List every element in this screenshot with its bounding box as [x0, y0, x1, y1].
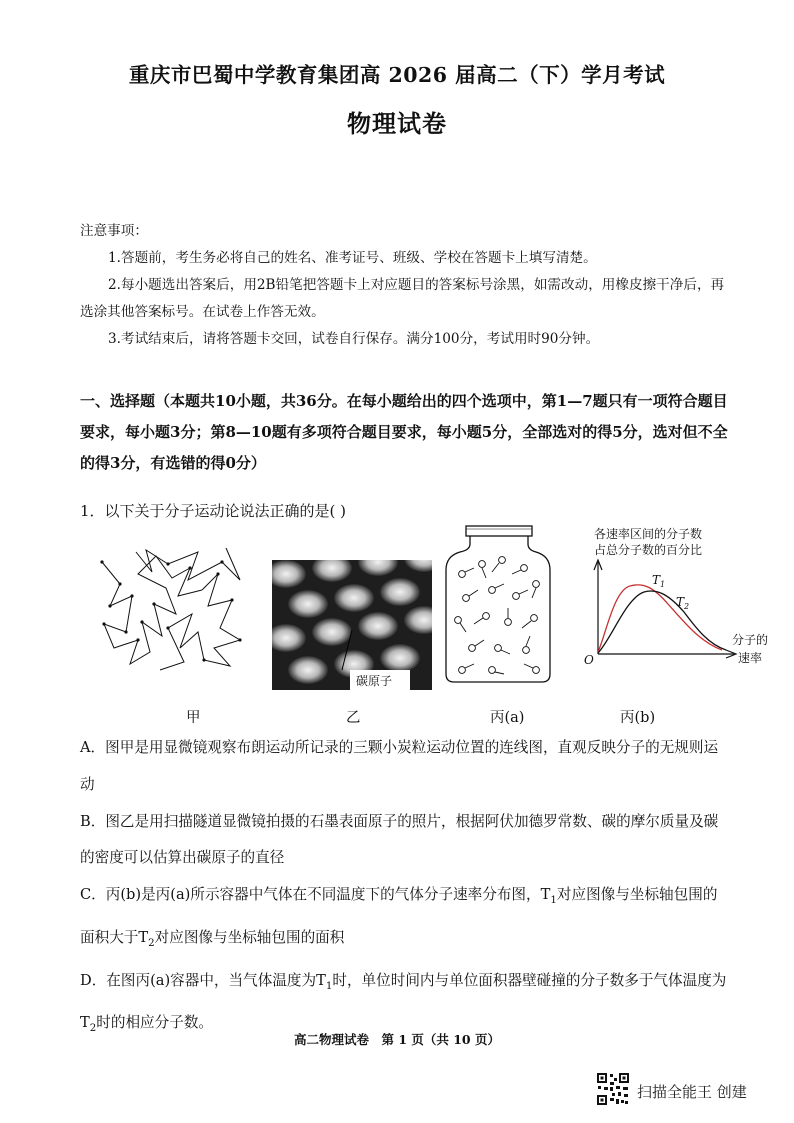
t2-subscript: 2 — [684, 602, 690, 611]
option-c-sub-1: 1 — [550, 895, 557, 907]
scanner-watermark: 扫描全能王 创建 — [637, 1083, 747, 1101]
option-d-text-2: 时，单位时间内与单位面积器壁碰撞的分子数多于气体温度为T — [80, 971, 727, 1032]
option-d-text-1: D．在图丙(a)容器中，当气体温度为T — [80, 971, 326, 989]
brownian-motion-figure — [80, 544, 252, 676]
curve-t1 — [598, 585, 722, 652]
option-d-sub-1: 1 — [325, 980, 333, 992]
graphite-stm-photo — [272, 560, 432, 690]
graph-ylabel-line1: 各速率区间的分子数 — [594, 527, 703, 541]
t2-label: T — [676, 595, 685, 609]
page-footer: 高二物理试卷 第 1 页（共 10 页） — [293, 1032, 500, 1047]
option-c-text-3: 对应图像与坐标轴包围的面积 — [154, 928, 345, 946]
option-c-text-2: 对应图像与坐标轴包围的面积大于T — [80, 886, 718, 946]
question-1-stem: 1．以下关于分子运动论说法正确的是( ) — [80, 502, 347, 520]
speed-distribution-graph — [578, 524, 778, 674]
t1-subscript: 1 — [660, 580, 666, 589]
option-a: A．图甲是用显微镜观察布朗运动所记录的三颗小炭粒运动位置的连线图，直观反映分子的无规则运动 — [80, 739, 719, 793]
gas-container-figure — [442, 524, 554, 686]
option-d-sub-2: 2 — [89, 1023, 97, 1035]
option-b: B．图乙是用扫描隧道显微镜拍摄的石墨表面原子的照片，根据阿伏加德罗常数、碳的摩尔质量及碳的密度可以估算出碳原子的直径 — [80, 812, 719, 867]
exam-subtitle: 物理试卷 — [347, 109, 447, 138]
carbon-atom-label: 碳原子 — [356, 674, 393, 688]
option-d-text-3: 时的相应分子数。 — [96, 1014, 214, 1032]
option-c — [80, 877, 730, 962]
graph-origin-label: O — [584, 653, 594, 667]
caption-jia: 甲 — [186, 710, 201, 726]
graph-ylabel-line2: 占总分子数的百分比 — [594, 543, 703, 557]
question-1-options — [80, 730, 730, 1048]
section-heading: 一、选择题（本题共10小题，共36分。在每小题给出的四个选项中，第1—7题只有一项符合题目要求，每小题3分；第8—10题有多项符合题目要求，每小题5分，全部选对的得5分，选对但不全的得3分，有选错的得0分） — [80, 392, 728, 472]
caption-bing-b: 丙(b) — [620, 710, 656, 726]
notes-list — [80, 245, 730, 353]
graph-xlabel-line1: 分子的 — [732, 633, 769, 647]
caption-bing-a: 丙(a) — [490, 710, 525, 726]
caption-yi: 乙 — [346, 710, 361, 726]
note-item: 2.每小题选出答案后，用2B铅笔把答题卡上对应题目的答案标号涂黑，如需改动，用橡皮擦干净后，再选涂其他答案标号。在试卷上作答无效。 — [80, 277, 725, 320]
option-c-text-1: C．丙(b)是丙(a)所示容器中气体在不同温度下的气体分子速率分布图，T — [80, 886, 551, 904]
svg-text:T1 — [652, 573, 665, 589]
notes-heading: 注意事项： — [80, 223, 148, 239]
graph-xlabel-line2: 速率 — [738, 651, 763, 665]
t1-label: T — [652, 573, 661, 587]
note-item: 3.考试结束后，请将答题卡交回，试卷自行保存。满分100分，考试用时90分钟。 — [108, 331, 600, 347]
exam-title: 重庆市巴蜀中学教育集团高 2026 届高二（下）学月考试 — [128, 63, 666, 87]
option-c-sub-2: 2 — [148, 937, 155, 949]
svg-text:T2 — [676, 595, 689, 611]
qr-code-icon — [596, 1072, 630, 1106]
note-item: 1.答题前，考生务必将自己的姓名、准考证号、班级、学校在答题卡上填写清楚。 — [108, 250, 597, 266]
